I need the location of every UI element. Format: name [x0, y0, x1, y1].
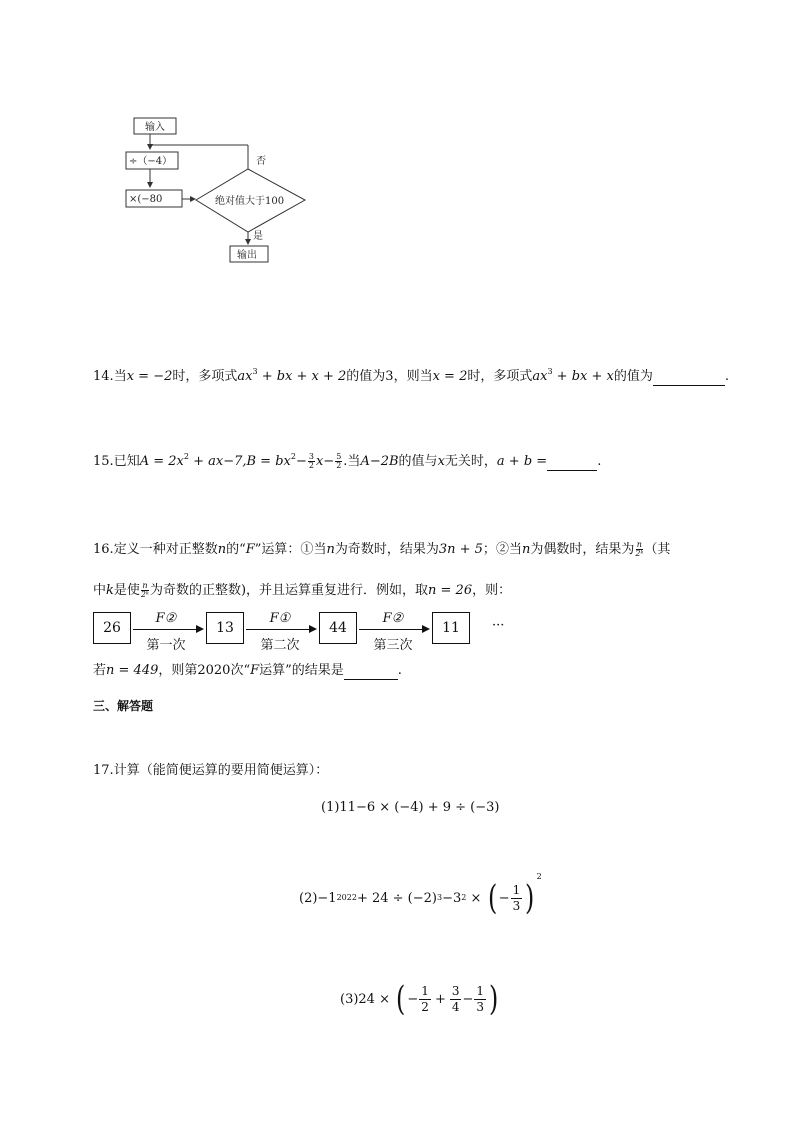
fraction: $\frac{1}{3}$	[512, 882, 521, 913]
math-expr: (1)11−6 × (−4) + 9 ÷ (−3)	[321, 800, 500, 815]
fraction: $\frac{n}{\text{2ᵏ}}$	[140, 581, 149, 599]
math-expr: +	[434, 991, 446, 1007]
question-text: .	[724, 369, 730, 384]
math-expr: x	[437, 454, 445, 469]
exponent: 2	[183, 452, 189, 461]
math-expr: F	[245, 542, 255, 557]
flow-multiply-label: ×(−80	[129, 194, 163, 205]
flowchart	[118, 112, 318, 267]
question-text: 若	[93, 663, 107, 678]
arrow	[246, 629, 310, 630]
value-box: 44	[319, 612, 357, 644]
math-expr: F	[250, 663, 260, 678]
answer-blank[interactable]	[344, 665, 398, 680]
operation-label: F①	[269, 611, 291, 626]
question-text: ，则：	[472, 583, 512, 598]
math-expr: −	[498, 890, 510, 906]
math-expr: A−2B	[360, 454, 399, 469]
fraction: $\frac{5}{2}$	[336, 452, 342, 470]
question-17	[93, 762, 328, 780]
question-text: 的值为	[613, 369, 653, 384]
arrow	[133, 629, 197, 630]
arrow-head	[309, 625, 317, 633]
flow-condition-label: 绝对值大于100	[215, 196, 285, 207]
question-text: ”运算：	[254, 542, 301, 557]
question-text: 为奇数时，结果为	[334, 542, 439, 557]
paren-right: )	[525, 878, 535, 918]
math-expr: n	[217, 542, 227, 557]
question-text: 是使	[113, 583, 140, 598]
question-text: 当	[313, 542, 327, 557]
math-expr: −	[295, 454, 307, 469]
question-text: 无关时，	[444, 454, 497, 469]
fraction: $\frac{1}{2}$	[421, 983, 429, 1014]
math-expr: −	[407, 991, 419, 1007]
math-expr: 3n + 5	[438, 542, 483, 557]
paren-left: (	[487, 878, 497, 918]
arrow-head	[196, 625, 204, 633]
circle-number: ①	[300, 542, 314, 557]
math-expr: n = 26	[428, 583, 473, 598]
math-expr: n = 449	[106, 663, 159, 678]
operation-count: 第三次	[373, 638, 413, 653]
fraction: $\frac{3}{2}$	[308, 452, 314, 470]
math-expr: x−	[315, 454, 335, 469]
operation-count: 第二次	[260, 638, 300, 653]
math-expr: + ax−7,B = bx	[188, 454, 291, 469]
question-text: 为偶数时，结果为	[530, 542, 635, 557]
question-text: .	[343, 454, 348, 469]
math-expr: a + b =	[496, 454, 548, 469]
fraction: $\frac{1}{3}$	[476, 983, 485, 1014]
value-box: 13	[206, 612, 244, 644]
exponent: 3	[547, 367, 553, 376]
question-text: 当	[113, 369, 127, 384]
answer-blank[interactable]	[653, 371, 725, 386]
question-number: 16.	[93, 542, 114, 557]
question-text: 当	[347, 454, 361, 469]
question-number: 15.	[93, 454, 114, 469]
arrow-head	[422, 625, 430, 633]
question-text: 为奇数的正整数)，并且运算重复进行．例如，取	[149, 583, 429, 598]
flow-yes-label: 是	[253, 231, 263, 242]
question-text: 运算”的结果是	[259, 663, 344, 678]
question-text: （其	[644, 542, 671, 557]
math-expr: −3	[442, 890, 462, 906]
math-expr: A = 2x	[139, 454, 184, 469]
question-text: ，则第2020次“	[158, 663, 251, 678]
flow-no-label: 否	[256, 156, 266, 167]
flow-input-label: 输入	[145, 122, 165, 133]
answer-blank[interactable]	[547, 456, 597, 471]
operation-label: F②	[155, 611, 177, 626]
math-expr: −	[462, 991, 474, 1007]
question-text: .	[397, 663, 402, 678]
math-expr: x = 2	[432, 369, 468, 384]
question-16-line-3	[93, 662, 402, 680]
question-15	[93, 453, 601, 471]
question-text: 已知	[113, 454, 140, 469]
math-expr: ×	[466, 890, 486, 906]
ellipsis: ···	[492, 618, 505, 633]
question-text: 的值与	[398, 454, 438, 469]
question-text: 定义一种对正整数	[113, 542, 218, 557]
paren-right: )	[489, 979, 499, 1019]
value-box: 26	[93, 612, 131, 644]
question-text: 的“	[226, 542, 246, 557]
calc-part-2: (2)−1 2022 + 24 ÷ (−2) 3 −3 2 × ( − $\frac{1}{3}$ ) 2	[299, 872, 542, 918]
exponent: 2	[290, 452, 296, 461]
math-expr: + bx + x	[552, 369, 614, 384]
paren-left: (	[396, 979, 406, 1019]
math-expr: (3)24 ×	[340, 991, 395, 1007]
math-expr: k	[106, 583, 114, 598]
fraction: $\frac{3}{4}$	[451, 983, 460, 1014]
question-text: 中	[93, 583, 107, 598]
question-14	[93, 368, 729, 386]
value-box: 11	[432, 612, 470, 644]
math-expr: ax	[237, 369, 253, 384]
question-text: 当	[508, 542, 522, 557]
calc-part-3	[340, 979, 500, 1019]
question-16-line-1	[93, 541, 670, 559]
arrow	[359, 629, 423, 630]
question-text: 的值为3，则当	[346, 369, 433, 384]
math-expr: ax	[532, 369, 548, 384]
math-expr: + bx + x + 2	[257, 369, 347, 384]
exponent: 3	[252, 367, 258, 376]
question-text: 时，多项式	[172, 369, 238, 384]
question-text: 计算（能简便运算的要用简便运算）：	[113, 763, 329, 778]
math-expr: x = −2	[126, 369, 173, 384]
math-expr: (2)−1	[299, 890, 337, 906]
question-text: ；	[482, 542, 496, 557]
circle-number: ②	[495, 542, 509, 557]
flow-output-label: 输出	[237, 250, 257, 261]
math-expr: + 24 ÷ (−2)	[356, 890, 437, 906]
operation-label: F②	[382, 611, 404, 626]
question-number: 14.	[93, 369, 114, 384]
flow-divide-label: ÷（−4）	[129, 156, 173, 167]
math-expr: n	[326, 542, 335, 557]
operation-count: 第一次	[146, 638, 186, 653]
calc-part-1	[321, 800, 499, 815]
math-expr: n	[521, 542, 531, 557]
question-text: 时，多项式	[467, 369, 533, 384]
question-text: .	[597, 454, 602, 469]
question-number: 17.	[93, 763, 114, 778]
question-16-line-2	[93, 582, 511, 600]
section-heading: 三、解答题	[93, 699, 154, 713]
fraction: $\frac{n}{\text{2ᵏ}}$	[635, 540, 644, 558]
